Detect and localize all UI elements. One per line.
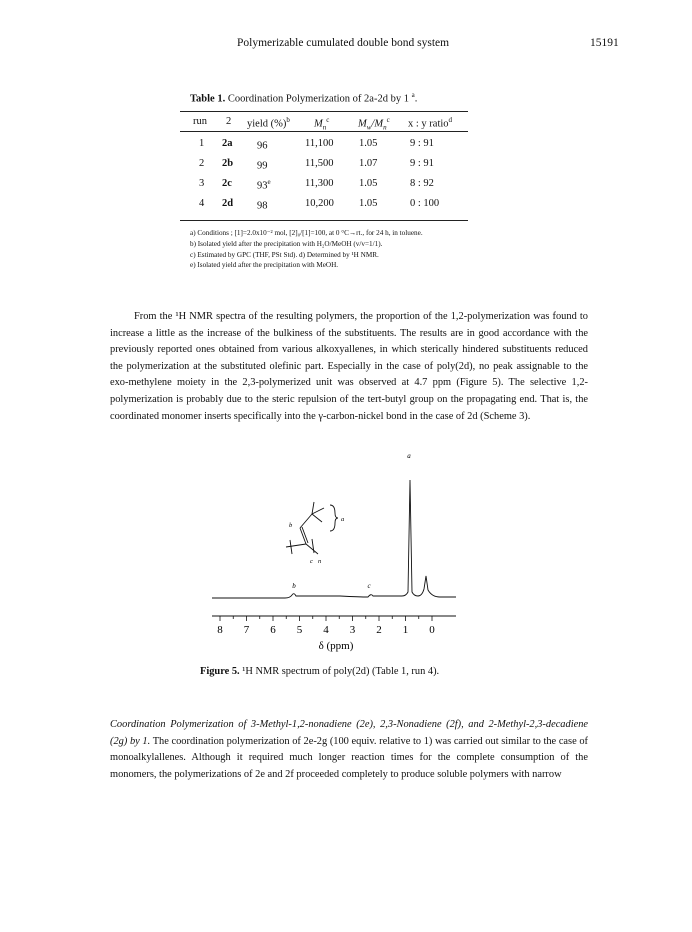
peak-label-c: c <box>367 582 371 590</box>
header-monomer: 2 <box>226 116 232 127</box>
page-number: 15191 <box>590 37 619 49</box>
footnote: b) Isolated yield after the precipitation with H₂O/MeOH (v/v=1/1). <box>190 239 383 248</box>
table-row: 3 2c 93e 11,300 1.05 8 : 92 <box>199 178 434 192</box>
x-axis-ticks <box>220 616 432 621</box>
structure-label-n: n <box>318 558 322 565</box>
table-caption: Table 1. Coordination Polymerization of 2a-2d by 1 $^a$. <box>190 91 418 105</box>
table-footnotes <box>190 228 423 271</box>
x-axis-tick-label: 2 <box>376 624 382 636</box>
nmr-spectrum-trace <box>212 480 456 598</box>
table-header-row <box>180 116 468 130</box>
footnote: c) Estimated by GPC (THF, PSt Std). d) Determined by ¹H NMR. <box>190 250 379 259</box>
table-bottom-rule <box>180 220 468 221</box>
structure-label-c: c <box>310 558 313 565</box>
table-body <box>180 138 468 218</box>
table-caption-label: Table 1. <box>190 93 226 105</box>
figure-caption <box>200 666 439 677</box>
x-axis-tick-label: 0 <box>429 624 435 636</box>
footnote: a) Conditions ; [1]=2.0x10⁻² mol, [2]₀/[1]=100, at 0 °C→rt., for 24 h, in toluene. <box>190 229 423 237</box>
structure-label-a: a <box>341 516 345 523</box>
footnote: e) Isolated yield after the precipitation with MeOH. <box>190 261 339 270</box>
figure-caption-text: ¹H NMR spectrum of poly(2d) (Table 1, run 4). <box>242 666 440 677</box>
body-paragraph-text: From the ¹H NMR spectra of the resulting polymers, the proportion of the 1,2-polymerization was found to increase a little as the increase of the bulkiness of the substituents. The results are in good accordance with the previously reported ones obtained from various alkoxyallenes, in which sterically hindered substituents reduced the polymerization at the substituted olefinic part. Especially in the case of poly(2d), no peak assignable to the exo-methylene moiety in the 2,3-polymerized unit was observed at 4.7 ppm (Figure 5). The selective 1,2-polymerization is probably due to the steric repulsion of the tert-butyl group on the propagating end. That is, the coordinated monomer inserts specifically into the γ-carbon-nickel bond in the case of 2d (Scheme 3). <box>110 311 588 422</box>
table-row: 4 2d 98 10,200 1.05 0 : 100 <box>199 198 440 212</box>
x-axis-tick-label: 1 <box>402 624 409 636</box>
x-axis-tick-label: 8 <box>217 624 223 636</box>
section-heading: Coordination Polymerization of 3-Methyl-1,2-nonadiene (2e), 2,3-Nonadiene (2f), and 2-Methyl-2,3-decadiene (2g) by 1. <box>110 719 588 747</box>
header-run: run <box>193 116 207 127</box>
running-title: Polymerizable cumulated double bond system <box>237 37 450 49</box>
section-text: The coordination polymerization of 2e-2g (100 equiv. relative to 1) was carried out similar to the case of monoalkylallenes. Although it required much longer reaction times for the complete consumption of the monomers, the polymerizations of 2e and 2f proceeded completely to produce soluble polymers with narrow <box>110 735 588 780</box>
x-axis-tick-label: 3 <box>349 624 356 636</box>
body-paragraph <box>110 309 588 425</box>
polymer-structure <box>286 502 338 554</box>
x-axis-tick-label: 7 <box>243 624 250 636</box>
x-axis-tick-label: 4 <box>323 624 329 636</box>
table-row: 1 2a 96 11,100 1.05 9 : 91 <box>199 138 434 152</box>
table-top-rule <box>180 111 468 112</box>
x-axis-tick-label: 6 <box>270 624 276 636</box>
header-mwmn: $M_w/M_n^c$ <box>358 116 390 132</box>
peak-label-a: a <box>407 452 411 460</box>
x-axis-label: δ (ppm) <box>318 640 354 652</box>
table-row: 2 2b 99 11,500 1.07 9 : 91 <box>199 158 434 172</box>
x-axis-tick-labels <box>217 624 435 636</box>
x-axis-tick-label: 5 <box>296 624 303 636</box>
figure-caption-label: Figure 5. <box>200 666 240 677</box>
nmr-spectrum-svg <box>190 450 480 660</box>
table-caption-text: Coordination Polymerization of 2a-2d by 1 <box>227 93 409 105</box>
peak-label-b: b <box>292 582 296 590</box>
structure-label-b: b <box>289 522 293 529</box>
header-ratio: x : y ratio$^d$ <box>408 116 453 130</box>
nmr-figure <box>190 450 480 660</box>
header-mn: $M_n^c$ <box>314 116 330 132</box>
section-paragraph <box>110 717 588 783</box>
header-yield: yield (%)$^b$ <box>247 116 290 130</box>
table-caption-sup: a <box>411 91 415 99</box>
